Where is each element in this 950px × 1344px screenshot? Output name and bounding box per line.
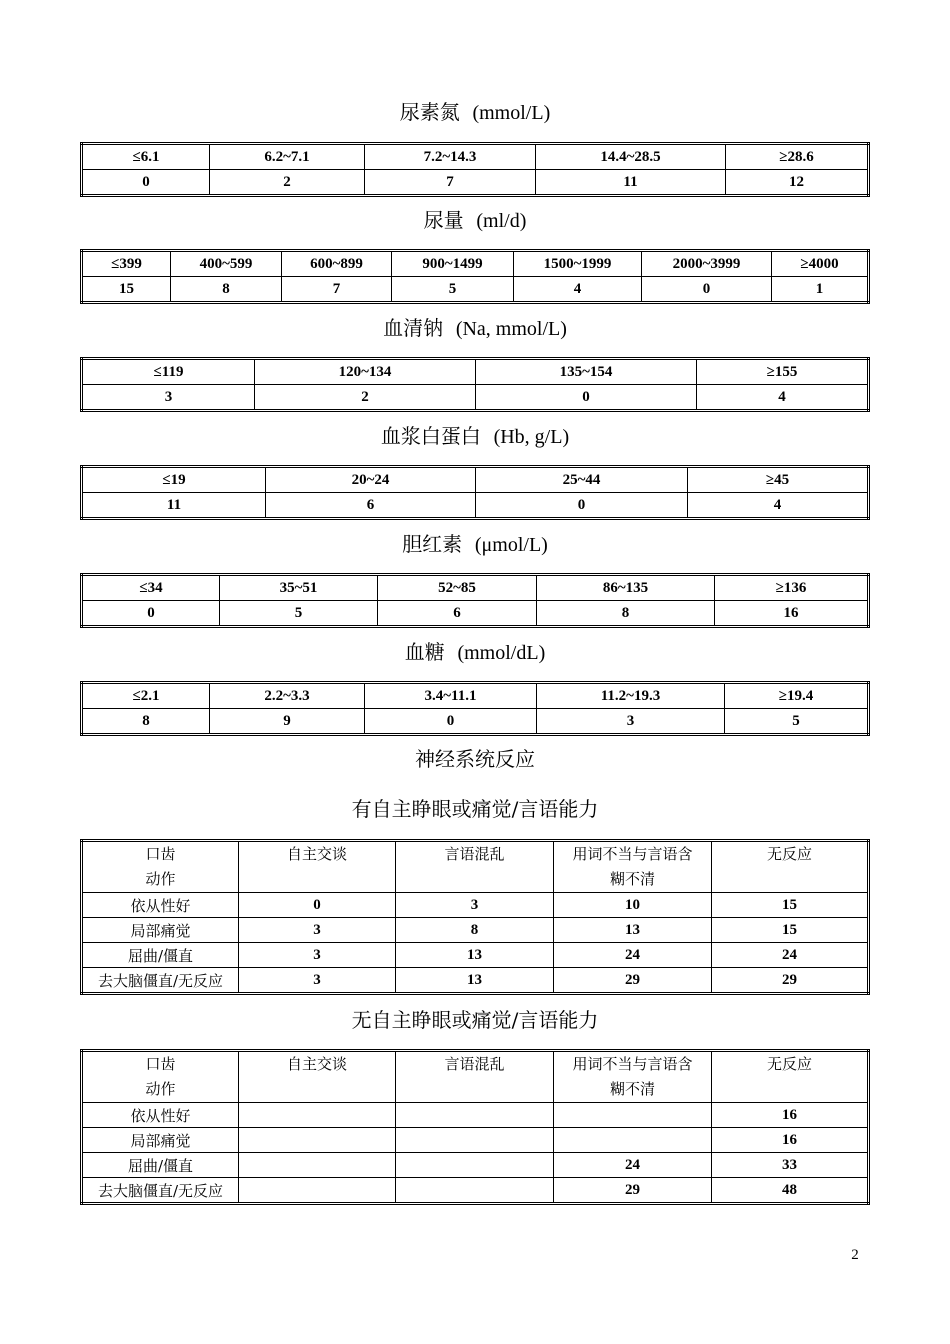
score-cell — [396, 1103, 554, 1128]
table-row — [82, 1103, 869, 1128]
score-cell: 15 — [712, 893, 869, 918]
score-cell: 8 — [537, 601, 715, 627]
score-cell — [239, 1128, 396, 1153]
score-cell — [239, 1153, 396, 1178]
range-cell: ≥136 — [715, 575, 869, 601]
score-cell: 0 — [476, 385, 697, 411]
score-cell: 3 — [239, 943, 396, 968]
range-cell: 7.2~14.3 — [365, 144, 536, 170]
row-label: 局部痛觉 — [82, 918, 239, 943]
score-cell: 10 — [554, 893, 712, 918]
range-cell: 14.4~28.5 — [536, 144, 726, 170]
score-cell: 3 — [396, 893, 554, 918]
header-row — [82, 1051, 869, 1103]
score-cell: 2 — [255, 385, 476, 411]
score-cell: 0 — [642, 277, 772, 303]
serum-sodium-table — [80, 357, 870, 412]
score-cell: 5 — [392, 277, 514, 303]
range-cell: 20~24 — [266, 467, 476, 493]
score-cell: 11 — [82, 493, 266, 519]
column-header: 自主交谈 — [239, 841, 396, 893]
corner-bottom-label: 动作 — [145, 1080, 176, 1098]
score-cell: 7 — [282, 277, 392, 303]
score-cell: 4 — [697, 385, 869, 411]
column-header: 用词不当与言语含 糊不清 — [554, 841, 712, 893]
corner-top-label: 口齿 — [145, 845, 176, 863]
table-title-blood-glucose: 血糖 (mmol/dL) — [404, 640, 546, 664]
column-header: 无反应 — [712, 1051, 869, 1103]
plasma-albumin-table — [80, 465, 870, 520]
range-cell: 135~154 — [476, 359, 697, 385]
range-cell: 3.4~11.1 — [365, 683, 537, 709]
column-header: 无反应 — [712, 841, 869, 893]
score-cell: 6 — [378, 601, 537, 627]
row-label: 屈曲/僵直 — [82, 943, 239, 968]
score-cell: 4 — [514, 277, 642, 303]
score-cell: 7 — [365, 170, 536, 196]
corner-cell — [82, 1051, 239, 1103]
score-cell: 1 — [772, 277, 869, 303]
score-cell: 8 — [396, 918, 554, 943]
range-row — [82, 144, 869, 170]
range-cell: 2000~3999 — [642, 251, 772, 277]
table-row — [82, 893, 869, 918]
score-cell — [396, 1153, 554, 1178]
score-cell: 16 — [712, 1103, 869, 1128]
score-cell: 0 — [82, 170, 210, 196]
score-cell: 11 — [536, 170, 726, 196]
grid-title-without-eye-opening: 无自主睁眼或痛觉/言语能力 — [351, 1008, 599, 1032]
score-cell — [396, 1128, 554, 1153]
score-cell: 5 — [220, 601, 378, 627]
range-cell: ≥28.6 — [726, 144, 869, 170]
neuro-grid-without-eye-opening — [80, 1049, 870, 1205]
corner-cell — [82, 841, 239, 893]
table-title-serum-sodium: 血清钠 (Na, mmol/L) — [383, 316, 567, 340]
score-cell: 12 — [726, 170, 869, 196]
score-cell: 0 — [365, 709, 537, 735]
neuro-grid-with-eye-opening — [80, 839, 870, 995]
range-row — [82, 467, 869, 493]
table-row — [82, 918, 869, 943]
urine-volume-table — [80, 249, 870, 304]
score-cell — [239, 1178, 396, 1204]
score-cell — [554, 1103, 712, 1128]
score-cell: 48 — [712, 1178, 869, 1204]
grid-title-with-eye-opening: 有自主睁眼或痛觉/言语能力 — [351, 797, 599, 821]
score-row — [82, 277, 869, 303]
score-row — [82, 170, 869, 196]
score-cell: 29 — [554, 1178, 712, 1204]
range-cell: ≤6.1 — [82, 144, 210, 170]
range-row — [82, 575, 869, 601]
header-row — [82, 841, 869, 893]
score-row — [82, 493, 869, 519]
row-label: 去大脑僵直/无反应 — [82, 1178, 239, 1204]
column-header: 自主交谈 — [239, 1051, 396, 1103]
row-label: 屈曲/僵直 — [82, 1153, 239, 1178]
score-cell: 29 — [554, 968, 712, 994]
range-cell: 900~1499 — [392, 251, 514, 277]
score-cell: 3 — [82, 385, 255, 411]
score-row — [82, 709, 869, 735]
score-cell: 3 — [239, 968, 396, 994]
score-cell: 13 — [554, 918, 712, 943]
score-cell: 4 — [688, 493, 869, 519]
table-row — [82, 1153, 869, 1178]
score-cell — [554, 1128, 712, 1153]
score-cell: 15 — [712, 918, 869, 943]
range-cell: 1500~1999 — [514, 251, 642, 277]
urea-nitrogen-table — [80, 142, 870, 197]
score-cell: 2 — [210, 170, 365, 196]
score-cell: 0 — [476, 493, 688, 519]
range-row — [82, 683, 869, 709]
column-header: 言语混乱 — [396, 841, 554, 893]
score-cell: 8 — [171, 277, 282, 303]
score-cell: 16 — [715, 601, 869, 627]
column-header: 言语混乱 — [396, 1051, 554, 1103]
range-cell: 86~135 — [537, 575, 715, 601]
range-cell: 52~85 — [378, 575, 537, 601]
table-row — [82, 1178, 869, 1204]
score-cell: 24 — [712, 943, 869, 968]
score-cell — [396, 1178, 554, 1204]
table-row — [82, 1128, 869, 1153]
table-title-bilirubin: 胆红素 (μmol/L) — [402, 532, 548, 556]
score-cell: 3 — [239, 918, 396, 943]
row-label: 去大脑僵直/无反应 — [82, 968, 239, 994]
range-cell: 2.2~3.3 — [210, 683, 365, 709]
blood-glucose-table — [80, 681, 870, 736]
score-row — [82, 601, 869, 627]
range-cell: ≥19.4 — [725, 683, 869, 709]
score-cell: 24 — [554, 1153, 712, 1178]
score-cell: 24 — [554, 943, 712, 968]
range-row — [82, 359, 869, 385]
table-row — [82, 943, 869, 968]
score-cell: 33 — [712, 1153, 869, 1178]
corner-bottom-label: 动作 — [145, 870, 176, 888]
range-cell: ≥4000 — [772, 251, 869, 277]
range-cell: 400~599 — [171, 251, 282, 277]
corner-top-label: 口齿 — [145, 1055, 176, 1073]
range-cell: ≤34 — [82, 575, 220, 601]
score-cell: 9 — [210, 709, 365, 735]
score-cell: 13 — [396, 968, 554, 994]
range-row — [82, 251, 869, 277]
range-cell: 35~51 — [220, 575, 378, 601]
range-cell: ≥155 — [697, 359, 869, 385]
score-cell: 6 — [266, 493, 476, 519]
score-cell: 29 — [712, 968, 869, 994]
row-label: 局部痛觉 — [82, 1128, 239, 1153]
score-cell: 0 — [239, 893, 396, 918]
range-cell: ≤399 — [82, 251, 171, 277]
page-number: 2 — [851, 1247, 859, 1263]
score-cell: 3 — [537, 709, 725, 735]
score-row — [82, 385, 869, 411]
score-cell: 13 — [396, 943, 554, 968]
range-cell: ≤119 — [82, 359, 255, 385]
score-cell: 8 — [82, 709, 210, 735]
range-cell: ≤2.1 — [82, 683, 210, 709]
score-cell: 16 — [712, 1128, 869, 1153]
score-cell: 15 — [82, 277, 171, 303]
table-title-urine-volume: 尿量 (ml/d) — [423, 208, 527, 232]
score-cell: 0 — [82, 601, 220, 627]
range-cell: 600~899 — [282, 251, 392, 277]
range-cell: ≤19 — [82, 467, 266, 493]
range-cell: ≥45 — [688, 467, 869, 493]
range-cell: 6.2~7.1 — [210, 144, 365, 170]
range-cell: 25~44 — [476, 467, 688, 493]
row-label: 依从性好 — [82, 1103, 239, 1128]
score-cell — [239, 1103, 396, 1128]
row-label: 依从性好 — [82, 893, 239, 918]
column-header: 用词不当与言语含 糊不清 — [554, 1051, 712, 1103]
bilirubin-table — [80, 573, 870, 628]
range-cell: 11.2~19.3 — [537, 683, 725, 709]
table-title-urea-nitrogen: 尿素氮 (mmol/L) — [399, 100, 551, 124]
table-row — [82, 968, 869, 994]
range-cell: 120~134 — [255, 359, 476, 385]
neuro-section-title: 神经系统反应 — [415, 747, 535, 771]
table-title-plasma-albumin: 血浆白蛋白 (Hb, g/L) — [380, 424, 570, 448]
score-cell: 5 — [725, 709, 869, 735]
